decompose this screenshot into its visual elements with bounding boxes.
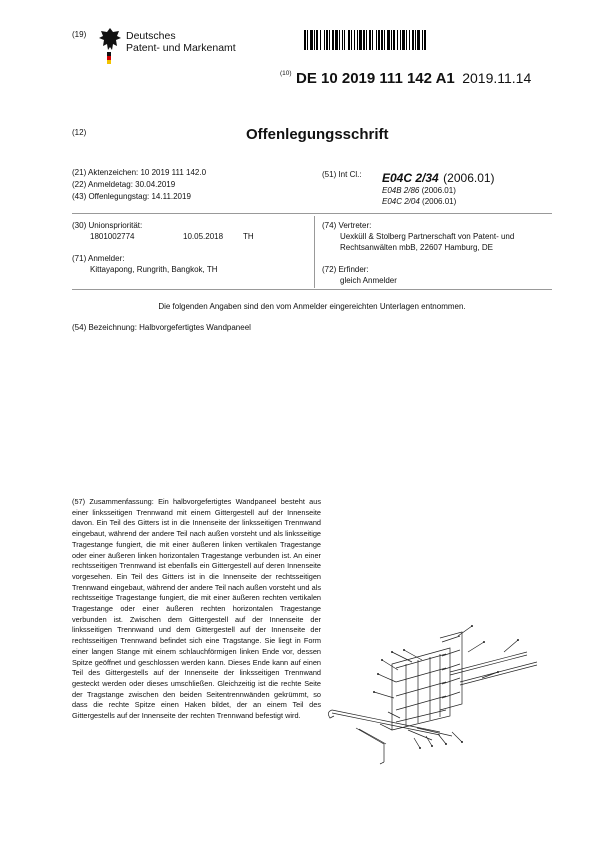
barcode-bar bbox=[426, 30, 427, 50]
invention-title: (54) Bezeichnung: Halbvorgefertigtes Wandpaneel bbox=[72, 323, 251, 332]
application-number: (21) Aktenzeichen: 10 2019 111 142.0 bbox=[72, 168, 207, 177]
ipc-secondary-1 bbox=[382, 186, 456, 196]
barcode bbox=[304, 30, 552, 50]
filing-date: (22) Anmeldetag: 30.04.2019 bbox=[72, 180, 176, 189]
divider-bottom bbox=[72, 289, 552, 290]
federal-eagle-logo bbox=[97, 26, 123, 64]
notice-text: Die folgenden Angaben sind den vom Anmelder eingereichten Unterlagen entnommen. bbox=[158, 302, 466, 311]
divider-vertical bbox=[314, 216, 315, 288]
office-name bbox=[126, 30, 236, 54]
applicant-name: Kittayapong, Rungrith, Bangkok, TH bbox=[90, 265, 218, 274]
publication-date: 2019.11.14 bbox=[462, 70, 532, 86]
inventor-label: (72) Erfinder: bbox=[322, 265, 369, 274]
priority-label: (30) Unionspriorität: bbox=[72, 221, 143, 230]
representative-label: (74) Vertreter: bbox=[322, 221, 372, 230]
ipc-label: (51) Int Cl.: bbox=[322, 170, 362, 179]
ipc-secondary-1-version: (2006.01) bbox=[421, 186, 456, 195]
office-name-line1: Deutsches bbox=[126, 30, 176, 42]
applicant-label: (71) Anmelder: bbox=[72, 254, 125, 263]
office-name-line2: Patent- und Markenamt bbox=[126, 42, 236, 54]
ipc-secondary-2-code: E04C 2/04 bbox=[382, 197, 420, 206]
priority-number: 1801002774 bbox=[90, 232, 135, 241]
publication-header bbox=[280, 70, 531, 88]
ipc-main-version: (2006.01) bbox=[443, 171, 495, 185]
patent-drawing bbox=[322, 612, 554, 778]
publication-number: DE 10 2019 111 142 A1 bbox=[296, 70, 455, 87]
ipc-main bbox=[382, 169, 495, 187]
divider-top bbox=[72, 213, 552, 214]
ipc-secondary-1-code: E04B 2/86 bbox=[382, 186, 420, 195]
inventor-name: gleich Anmelder bbox=[340, 276, 397, 285]
publication-day: (43) Offenlegungstag: 14.11.2019 bbox=[72, 192, 191, 201]
ipc-main-code: E04C 2/34 bbox=[382, 171, 439, 185]
ipc-secondary-2 bbox=[382, 197, 456, 207]
representative-line1: Uexküll & Stolberg Partnerschaft von Patent- und bbox=[340, 232, 515, 241]
ipc-secondary-2-version: (2006.01) bbox=[422, 197, 457, 206]
priority-date: 10.05.2018 bbox=[183, 232, 224, 241]
abstract-text: (57) Zusammenfassung: Ein halbvorgefertigtes Wandpaneel besteht aus einer linksseitigen Trennwand mit einem Gittergestell auf der Innenseite davon. Ein Teil des Gitters ist in die Innenseite der linksseitigen Trennwand eingebaut, während der andere Teil nach außen vorsteht und als linksseitige Tragestange fungiert, die mit einer äußeren linken vertikalen Tragestange oder einer äußeren linken horizontalen Tragestange verbunden ist. An einer rechtsseitigen Trennwand ist ebenfalls ein Gittergestell auf deren Innenseite vorgesehen. Ein Teil des Gitters ist in die Innenseite der rechtsseitigen Trennwand eingebaut, während der andere Teil nach außen vorsteht und als rechtsseitige Tragestange fungiert, die mit einer äußeren rechten vertikalen Tragestange oder einer äußeren rechten horizontalen Tragestange verbunden ist. Zwischen dem Gittergestell auf der Innenseite der linksseitigen Trennwand und dem Gittergestell auf der Innenseite der rechtsseitigen Trennwand befindet sich eine Tragstange. Sie liegt in Form einer langen Stange mit einem schlauchförmigen linken Ende vor, dessen Spitze geöffnet und geschlossen werden kann. Dieses Ende kann auf einen Teil des Gittergestells auf der Innenseite der linksseitigen Trennwand gesteckt werden oder dieses umschließen. Gleichzeitig ist die rechte Seite der Tragstange zwischen den beiden Seitentrennwänden gekrümmt, so dass die rechte Spitze einen Haken bildet, der an einem Teil des Gittergestells auf der Innenseite der rechten Trennwand befestigt wird. bbox=[72, 497, 321, 721]
document-type: Offenlegungsschrift bbox=[246, 126, 389, 143]
representative-line2: Rechtsanwälten mbB, 22607 Hamburg, DE bbox=[340, 243, 493, 252]
inid-code-12: (12) bbox=[72, 128, 87, 137]
inid-code-10: (10) bbox=[280, 70, 292, 77]
priority-country: TH bbox=[243, 232, 254, 241]
inid-code-19: (19) bbox=[72, 30, 87, 39]
